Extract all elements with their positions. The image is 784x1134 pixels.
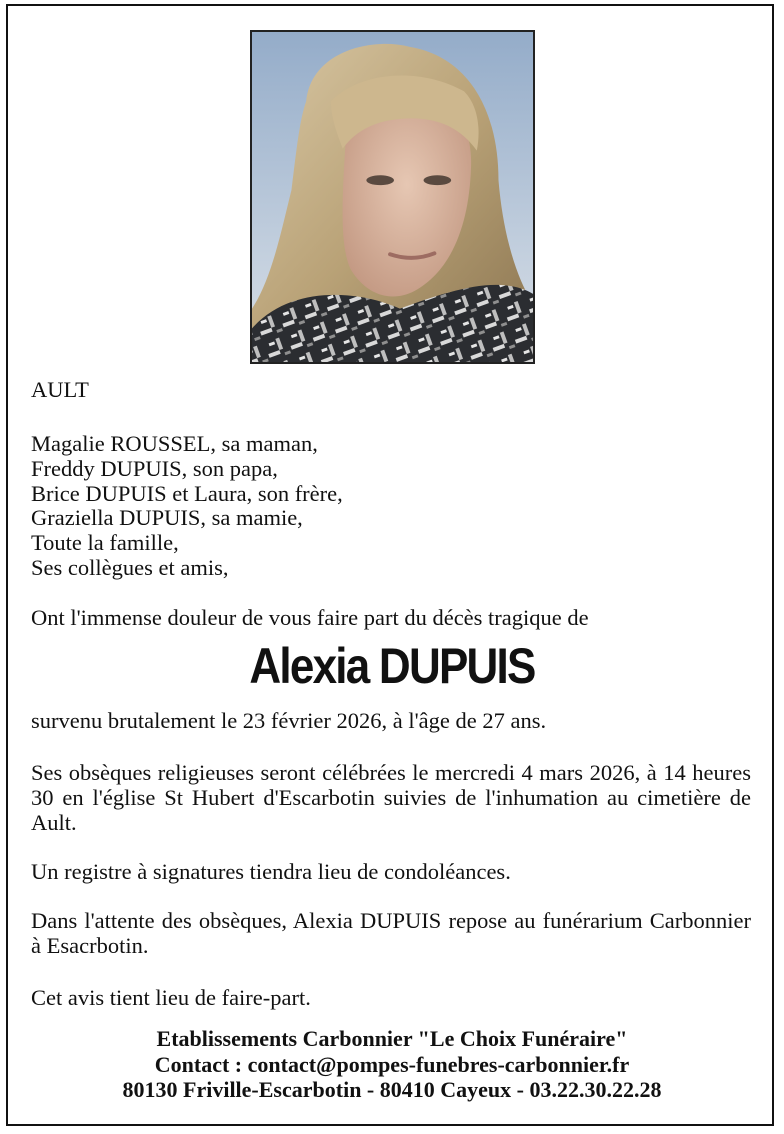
town-name: AULT — [31, 377, 89, 402]
family-member: Magalie ROUSSEL, sa maman, — [31, 431, 318, 456]
company-name: Etablissements Carbonnier "Le Choix Funéraire" — [156, 1026, 628, 1051]
funeral-home-footer — [0, 1026, 784, 1103]
death-info — [31, 709, 751, 734]
family-member: Ses collègues et amis, — [31, 554, 229, 580]
closing-text: Cet avis tient lieu de faire-part. — [31, 985, 311, 1010]
registry-text: Un registre à signatures tiendra lieu de condoléances. — [31, 859, 511, 884]
deceased-name: Alexia DUPUIS — [249, 638, 535, 694]
registry-info — [31, 860, 751, 885]
family-member: Toute la famille, — [31, 530, 179, 556]
portrait-photo — [250, 30, 535, 364]
town-line — [31, 378, 751, 403]
family-member: Brice DUPUIS et Laura, son frère, — [31, 480, 343, 506]
family-member: Freddy DUPUIS, son papa, — [31, 455, 278, 481]
rest-info: Dans l'attente des obsèques, Alexia DUPUIS repose au funérarium Carbonnier à Esacrbotin. — [31, 908, 751, 958]
family-list — [31, 432, 751, 581]
contact-line: Contact : contact@pompes-funebres-carbonnier.fr — [154, 1051, 630, 1077]
family-member: Graziella DUPUIS, sa mamie, — [31, 505, 303, 531]
portrait-illustration — [252, 32, 533, 362]
funeral-info: Ses obsèques religieuses seront célébrées le mercredi 4 mars 2026, à 14 heures 30 en l'église St Hubert d'Escarbotin suivies de l'inhumation au cimetière de Ault. — [31, 760, 751, 835]
death-info-text: survenu brutalement le 23 février 2026, à l'âge de 27 ans. — [31, 708, 547, 733]
address-line: 80130 Friville-Escarbotin - 80410 Cayeux - 03.22.30.22.28 — [122, 1077, 662, 1102]
announcement — [31, 606, 751, 631]
closing-line — [31, 986, 751, 1011]
announcement-text: Ont l'immense douleur de vous faire part du décès tragique de — [31, 605, 589, 630]
